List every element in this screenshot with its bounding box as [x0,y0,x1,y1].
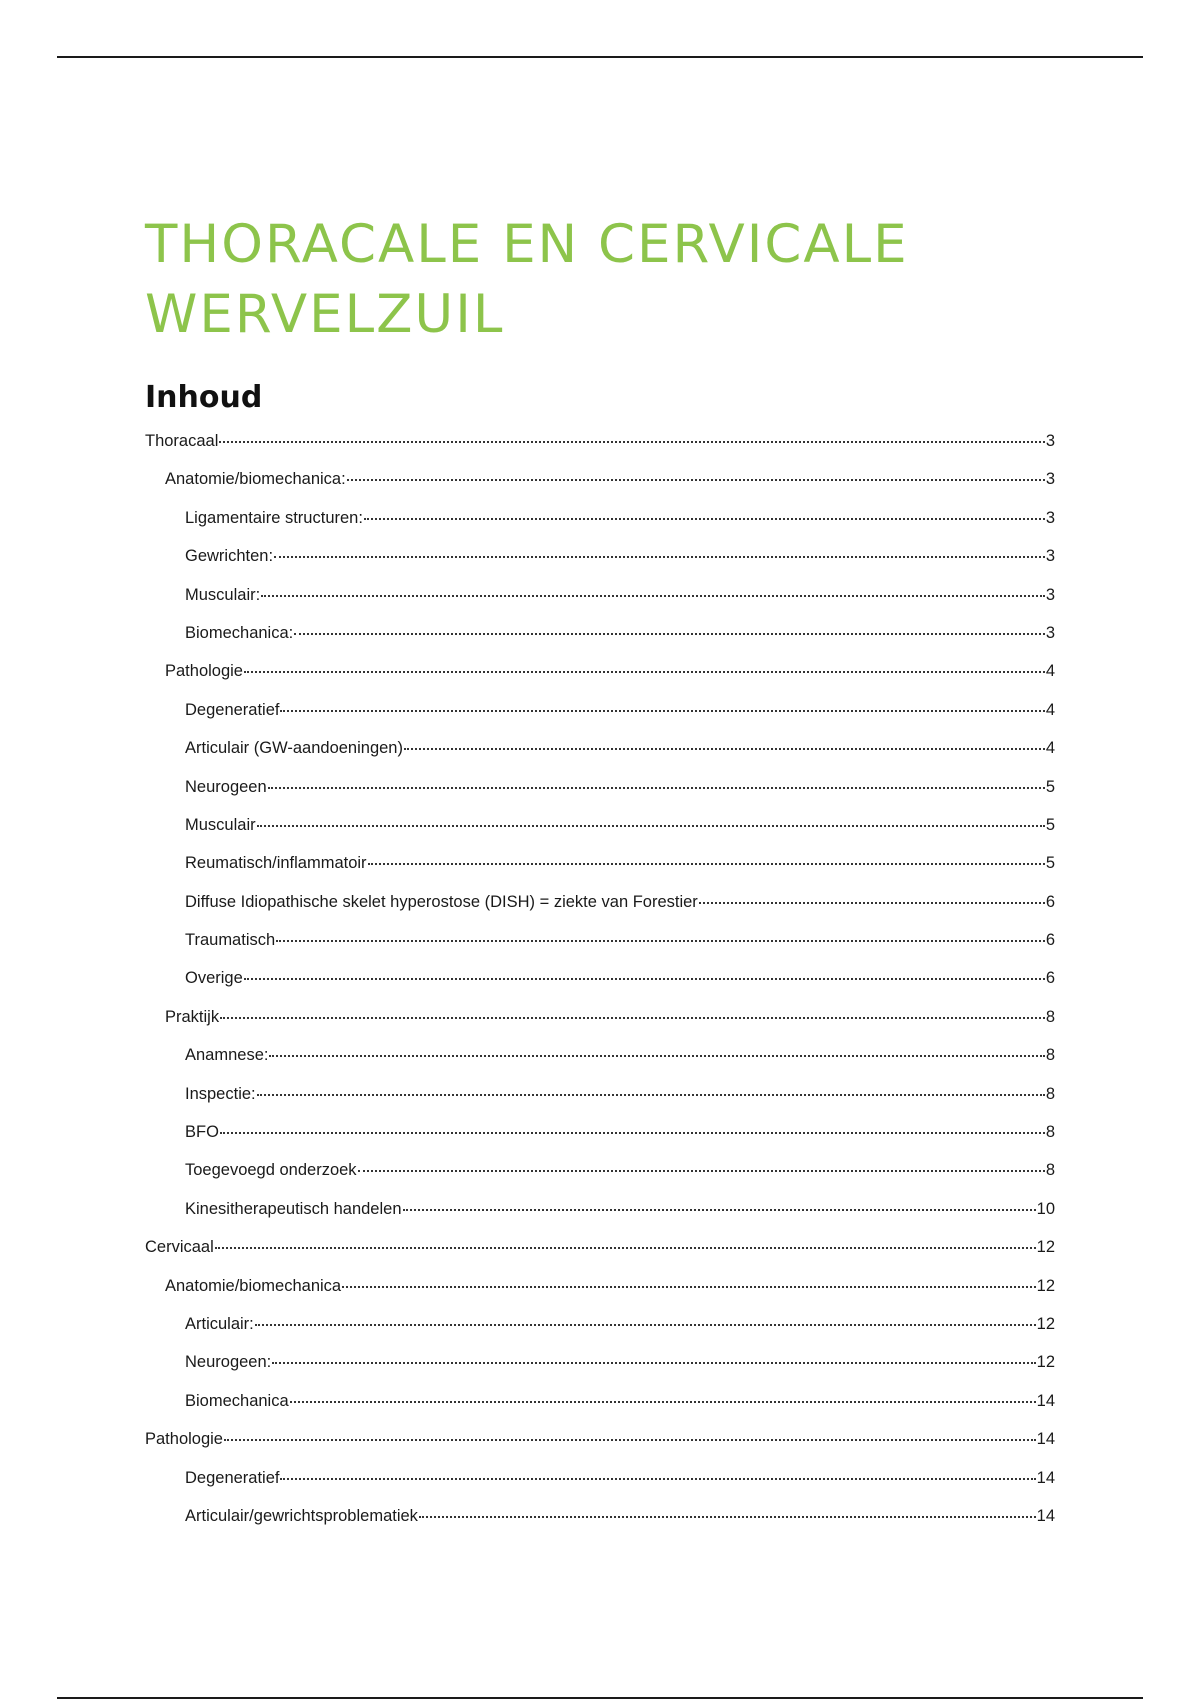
toc-dot-leader [403,1209,1036,1211]
toc-entry-page-number: 8 [1045,1046,1055,1065]
toc-entry-page-number: 14 [1036,1430,1055,1449]
toc-dot-leader [419,1516,1036,1518]
toc-dot-leader [342,1286,1036,1288]
toc-entry-page-number: 12 [1036,1276,1055,1295]
toc-dot-leader [268,787,1045,789]
toc-entry-page-number: 3 [1045,508,1055,527]
toc-dot-leader [220,1017,1045,1019]
toc-entry-page-number: 12 [1036,1238,1055,1257]
toc-entry[interactable] [145,586,1055,624]
toc-entry-page-number: 14 [1036,1468,1055,1487]
toc-dot-leader [219,441,1044,443]
toc-entry[interactable] [145,1315,1055,1353]
toc-entry[interactable] [145,1085,1055,1123]
toc-entry-page-number: 3 [1045,585,1055,604]
toc-entry-label: Degeneratief [185,700,280,719]
toc-entry[interactable] [145,509,1055,547]
toc-dot-leader [269,1055,1044,1057]
toc-entry-label: Diffuse Idiopathische skelet hyperostose (DISH) = ziekte van Forestier [185,892,698,911]
toc-dot-leader [215,1247,1036,1249]
toc-dot-leader [257,1094,1045,1096]
toc-entry-label: Overige [185,969,243,988]
toc-entry-label: Pathologie [145,1430,223,1449]
toc-dot-leader [290,1401,1036,1403]
toc-entry-page-number: 12 [1036,1353,1055,1372]
toc-entry-page-number: 10 [1036,1199,1055,1218]
toc-entry[interactable] [145,1161,1055,1199]
toc-entry[interactable] [145,854,1055,892]
toc-entry-label: Kinesitherapeutisch handelen [185,1199,402,1218]
toc-entry-page-number: 5 [1045,815,1055,834]
toc-entry-label: Reumatisch/inflammatoir [185,854,367,873]
toc-dot-leader [276,940,1045,942]
toc-entry[interactable] [145,701,1055,739]
toc-dot-leader [280,710,1044,712]
toc-entry-label: Biomechanica [185,1391,289,1410]
toc-entry[interactable] [145,1200,1055,1238]
toc-entry-label: Anatomie/biomechanica [165,1276,342,1295]
toc-entry-label: Neurogeen [185,777,267,796]
toc-entry-label: Toegevoegd onderzoek [185,1161,357,1180]
toc-entry-label: Anamnese: [185,1046,269,1065]
toc-entry-label: Degeneratief [185,1468,280,1487]
toc-entry-page-number: 4 [1045,662,1055,681]
toc-entry[interactable] [145,1469,1055,1507]
toc-entry-label: Gewrichten: [185,547,274,566]
toc-entry[interactable] [145,624,1055,662]
toc-entry-page-number: 5 [1045,777,1055,796]
toc-entry-page-number: 3 [1045,470,1055,489]
toc-entry-label: Ligamentaire structuren: [185,508,363,527]
toc-entry[interactable] [145,470,1055,508]
toc-dot-leader [294,633,1045,635]
toc-dot-leader [699,902,1045,904]
toc-dot-leader [244,671,1045,673]
toc-entry-label: Anatomie/biomechanica: [165,470,346,489]
toc-dot-leader [224,1439,1036,1441]
toc-dot-leader [255,1324,1036,1326]
toc-entry-label: Articulair: [185,1314,254,1333]
toc-entry-page-number: 3 [1045,623,1055,642]
toc-dot-leader [220,1132,1045,1134]
toc-entry[interactable] [145,969,1055,1007]
toc-entry-label: Musculair [185,815,256,834]
toc-entry[interactable] [145,816,1055,854]
toc-dot-leader [257,825,1045,827]
toc-entry[interactable] [145,662,1055,700]
toc-entry[interactable] [145,1008,1055,1046]
toc-dot-leader [404,748,1045,750]
toc-entry[interactable] [145,778,1055,816]
toc-entry-page-number: 6 [1045,969,1055,988]
toc-entry-page-number: 8 [1045,1123,1055,1142]
toc-dot-leader [347,479,1045,481]
toc-entry-label: Neurogeen: [185,1353,272,1372]
toc-entry[interactable] [145,1392,1055,1430]
toc-entry-page-number: 6 [1045,892,1055,911]
toc-entry-label: Praktijk [165,1007,220,1026]
toc-dot-leader [244,978,1045,980]
footer-rule [57,1697,1143,1699]
toc-dot-leader [280,1478,1035,1480]
toc-entry[interactable] [145,739,1055,777]
toc-entry-label: Thoracaal [145,432,219,450]
toc-entry-label: Biomechanica: [185,623,294,642]
toc-entry-label: Articulair (GW-aandoeningen) [185,739,403,758]
toc-entry-page-number: 3 [1045,547,1055,566]
toc-entry-page-number: 12 [1036,1314,1055,1333]
toc-entry-label: Pathologie [165,662,243,681]
toc-entry[interactable] [145,1277,1055,1315]
toc-entry-label: Articulair/gewrichtsproblematiek [185,1506,418,1525]
toc-entry[interactable] [145,432,1055,470]
toc-entry[interactable] [145,1353,1055,1391]
document-title [145,210,1045,350]
document-title-line-2: WERVELZUIL [145,284,505,345]
toc-entry-page-number: 3 [1045,432,1055,450]
toc-dot-leader [358,1170,1045,1172]
document-title-line-1: THORACALE EN CERVICALE [145,214,909,275]
toc-entry[interactable] [145,1123,1055,1161]
toc-entry-page-number: 8 [1045,1084,1055,1103]
toc-entry[interactable] [145,1238,1055,1276]
toc-entry[interactable] [145,1046,1055,1084]
toc-dot-leader [261,595,1045,597]
toc-entry[interactable] [145,547,1055,585]
toc-entry[interactable] [145,1507,1055,1545]
toc-entry[interactable] [145,931,1055,969]
toc-entry-page-number: 6 [1045,931,1055,950]
toc-entry-label: Cervicaal [145,1238,214,1257]
toc-entry[interactable] [145,893,1055,931]
toc-entry-label: Traumatisch [185,931,276,950]
toc-dot-leader [364,518,1045,520]
toc-entry-page-number: 5 [1045,854,1055,873]
header-rule [57,56,1143,58]
toc-heading: Inhoud [145,380,263,415]
toc-entry-page-number: 8 [1045,1161,1055,1180]
toc-entry[interactable] [145,1430,1055,1468]
toc-entry-page-number: 8 [1045,1007,1055,1026]
toc-dot-leader [272,1362,1035,1364]
toc-dot-leader [368,863,1045,865]
toc-entry-page-number: 14 [1036,1391,1055,1410]
toc-entry-page-number: 4 [1045,739,1055,758]
toc-dot-leader [274,556,1045,558]
toc-entry-label: Musculair: [185,585,261,604]
toc-entry-page-number: 4 [1045,700,1055,719]
toc-entry-label: BFO [185,1123,219,1142]
toc-entry-page-number: 14 [1036,1506,1055,1525]
toc-entry-label: Inspectie: [185,1084,256,1103]
table-of-contents [145,432,1055,1545]
